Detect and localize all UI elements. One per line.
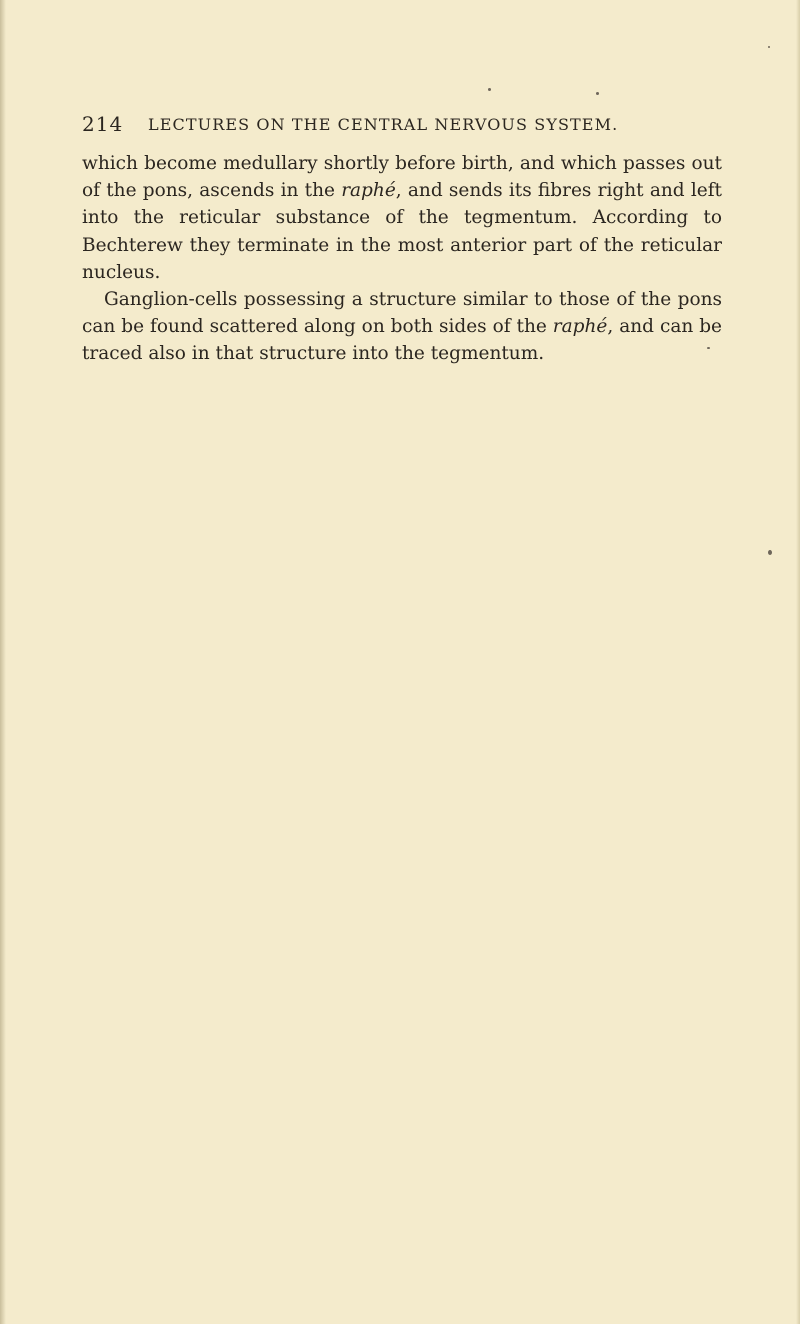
running-head	[82, 112, 722, 136]
paper-speck	[488, 88, 491, 91]
paragraph-2-text-b: , and can be traced also in that structure into the tegmentum.	[82, 316, 723, 365]
paper-speck	[768, 550, 772, 555]
running-title: LECTURES ON THE CENTRAL NERVOUS SYSTEM.	[148, 115, 619, 134]
paragraph-1-text-b: , and sends its fibres right and left into the reticular substance of the tegmentum. According to Bechterew they terminate in the most anterior part of the reticular nucleus.	[82, 180, 722, 283]
page-edge-shadow-right	[796, 0, 800, 1324]
paper-speck	[768, 46, 770, 48]
paragraph-2	[82, 286, 722, 368]
paper-speck	[596, 92, 599, 95]
page-number: 214	[82, 112, 124, 136]
paragraph-2-text-a: Ganglion-cells possessing a structure similar to those of the pons can be found scattered along on both sides of the	[82, 289, 722, 338]
paragraph-2-italic-raphe: raphé	[552, 316, 608, 338]
body-text	[82, 150, 722, 368]
paragraph-1	[82, 150, 722, 286]
paragraph-1-text-a: which become medullary shortly before birth, and which passes out of the pons, ascends in the	[82, 153, 722, 202]
paper-speck	[707, 347, 710, 349]
page-edge-shadow-left	[0, 0, 6, 1324]
paragraph-1-italic-raphe: raphé	[341, 180, 396, 202]
